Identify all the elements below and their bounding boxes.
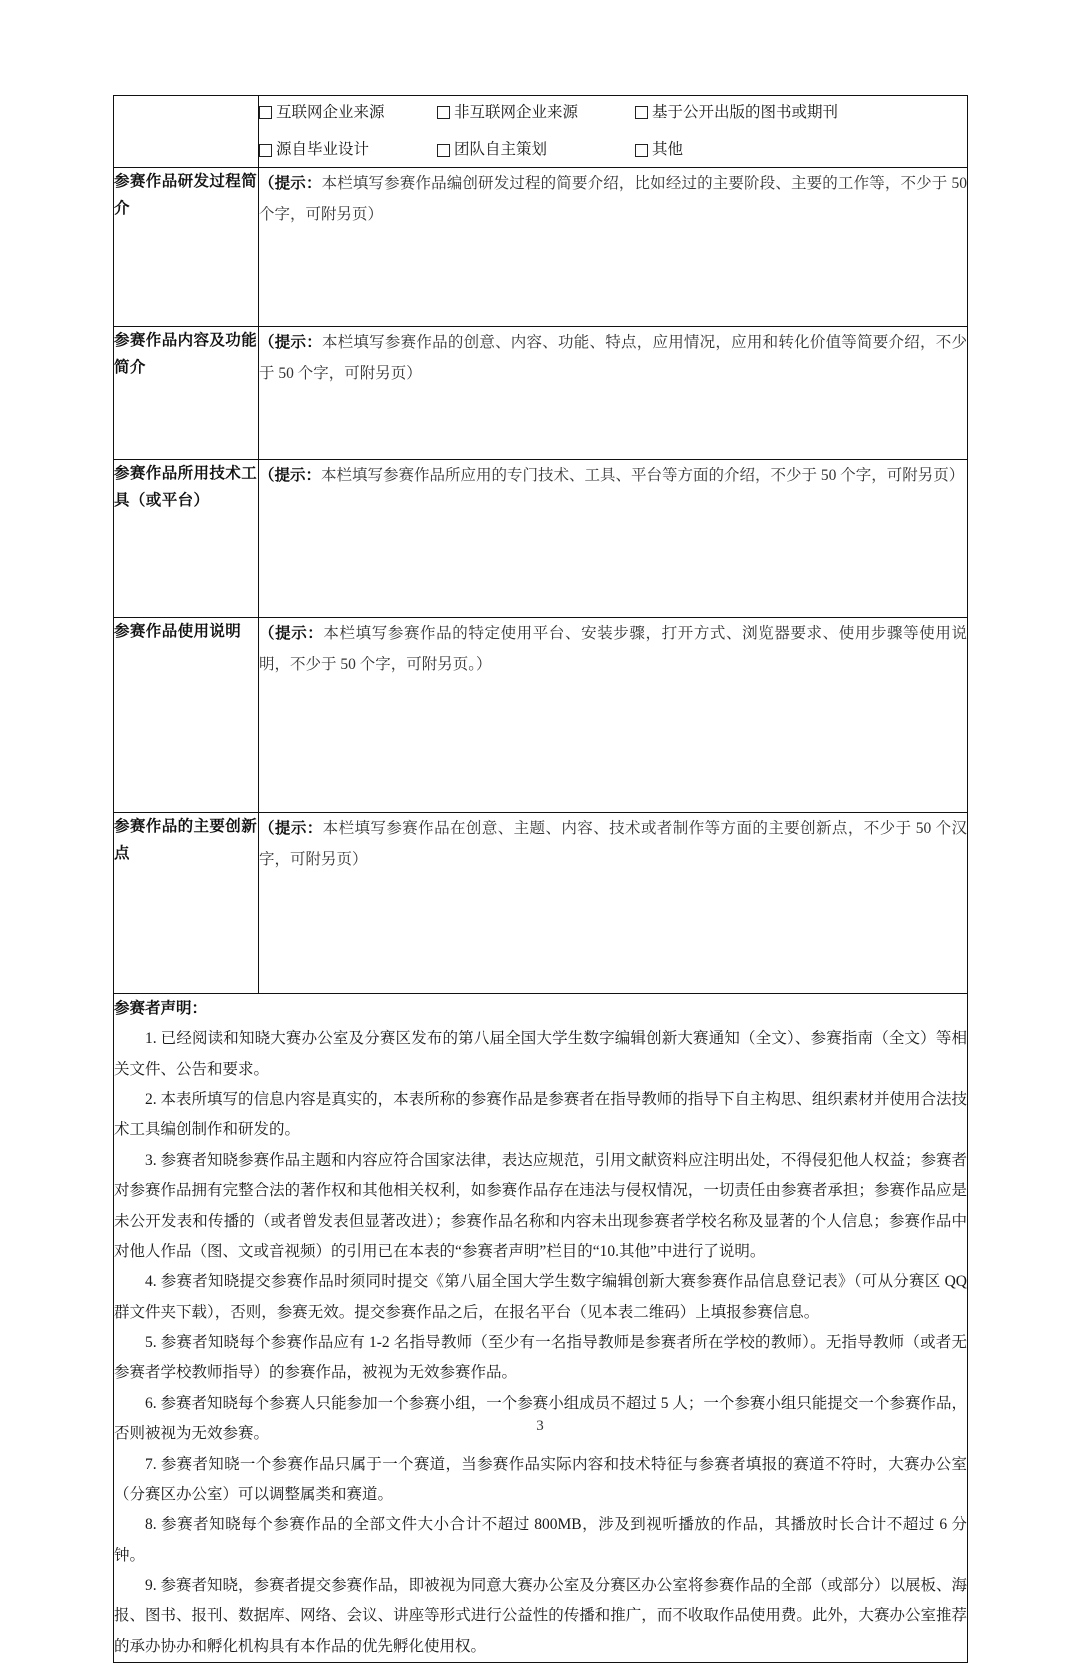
declaration-item: 7. 参赛者知晓一个参赛作品只属于一个赛道，当参赛作品实际内容和技术特征与参赛者填报的赛道不符时，大赛办公室（分赛区办公室）可以调整属类和赛道。 (114, 1455, 967, 1503)
hint-body: 本栏填写参赛作品的创意、内容、功能、特点，应用情况，应用和转化价值等简要介绍，不少于 50 个字，可附另页） (259, 333, 967, 382)
declaration-item: 6. 参赛者知晓每个参赛人只能参加一个参赛小组，一个参赛小组成员不超过 5 人；一个参赛小组只能提交一个参赛作品，否则被视为无效参赛。 (114, 1394, 967, 1443)
fill-area-technical-tools[interactable] (259, 491, 967, 617)
hint-body: 本栏填写参赛作品在创意、主题、内容、技术或者制作等方面的主要创新点，不少于 50 个汉字，可附另页） (259, 819, 967, 868)
declaration-cell (114, 993, 968, 1662)
checkbox-icon[interactable] (635, 144, 648, 157)
checkbox-label: 其他 (652, 141, 684, 159)
checkbox-label: 非互联网企业来源 (454, 104, 579, 121)
checkbox-icon[interactable] (635, 106, 648, 119)
label-cell-usage-instructions (114, 617, 259, 812)
hint-body: 本栏填写参赛作品编创研发过程的简要介绍，比如经过的主要阶段、主要的工作等，不少于 50 个字，可附另页） (259, 174, 967, 223)
label-cell-innovation-points (114, 812, 259, 993)
fill-area-content-function[interactable] (259, 389, 967, 459)
fill-area-development-process[interactable] (259, 230, 967, 326)
table-row-declaration (114, 993, 968, 1662)
content-cell-innovation-points[interactable] (259, 812, 968, 993)
table-row-content-function (114, 326, 968, 459)
label-cell-content-function (114, 326, 259, 459)
checkbox-label: 源自毕业设计 (276, 141, 370, 159)
checkbox-icon[interactable] (259, 144, 272, 157)
label-technical-tools: 参赛作品所用技术工具（或平台） (114, 463, 258, 509)
hint-prefix: （提示： (259, 818, 323, 837)
content-cell-usage-instructions[interactable] (259, 617, 968, 812)
label-development-process: 参赛作品研发过程简介 (114, 171, 258, 217)
checkbox-row-1 (259, 96, 967, 129)
hint-technical-tools (259, 460, 967, 491)
checkbox-option-team-planning[interactable] (437, 135, 635, 164)
hint-innovation-points (259, 813, 967, 875)
declaration-item: 2. 本表所填写的信息内容是真实的，本表所称的参赛作品是参赛者在指导教师的指导下自主构思、组织素材并使用合法技术工具编创制作和研发的。 (114, 1091, 967, 1139)
hint-prefix: （提示： (259, 173, 322, 192)
declaration-item: 4. 参赛者知晓提交参赛作品时须同时提交《第八届全国大学生数字编辑创新大赛参赛作品信息登记表》（可从分赛区 QQ 群文件夹下载），否则，参赛无效。提交参赛作品之后，在报名平台（见本表二维码）上填报参赛信息。 (114, 1273, 967, 1321)
checkbox-option-published-book[interactable] (635, 98, 838, 127)
checkbox-label: 互联网企业来源 (276, 104, 385, 121)
checkbox-option-graduation-design[interactable] (259, 135, 437, 164)
declaration-item: 8. 参赛者知晓每个参赛作品的全部文件大小合计不超过 800MB，涉及到视听播放的作品，其播放时长合计不超过 6 分钟。 (114, 1516, 967, 1564)
fill-area-usage-instructions[interactable] (259, 680, 967, 812)
content-cell-content-function[interactable] (259, 326, 968, 459)
checkbox-label: 基于公开出版的图书或期刊 (652, 104, 839, 121)
hint-prefix: （提示： (259, 332, 322, 351)
checkbox-label: 团队自主策划 (454, 141, 548, 159)
checkbox-option-other[interactable] (635, 135, 683, 164)
table-row-innovation-points (114, 812, 968, 993)
checkbox-option-non-internet[interactable] (437, 98, 635, 127)
table-row-source (114, 96, 968, 168)
hint-prefix: （提示： (259, 623, 324, 642)
label-usage-instructions: 参赛作品使用说明 (114, 621, 242, 640)
checkbox-icon[interactable] (259, 106, 272, 119)
label-innovation-points: 参赛作品的主要创新点 (114, 816, 258, 862)
hint-prefix: （提示： (259, 465, 322, 484)
content-cell-development-process[interactable] (259, 167, 968, 326)
label-cell-technical-tools (114, 459, 259, 617)
declaration-item: 9. 参赛者知晓，参赛者提交参赛作品，即被视为同意大赛办公室及分赛区办公室将参赛作品的全部（或部分）以展板、海报、图书、报刊、数据库、网络、会议、讲座等形式进行公益性的传播和推广，而不收取作品使用费。此外，大赛办公室推荐的承办协办和孵化机构具有本作品的优先孵化使用权。 (114, 1577, 967, 1655)
table-row-usage-instructions (114, 617, 968, 812)
label-content-function: 参赛作品内容及功能简介 (114, 330, 258, 376)
table-row-development-process (114, 167, 968, 326)
declaration-title: 参赛者声明： (114, 998, 208, 1017)
declaration-item: 5. 参赛者知晓每个参赛作品应有 1-2 名指导教师（至少有一名指导教师是参赛者所在学校的教师）。无指导教师（或者无参赛者学校教师指导）的参赛作品，被视为无效参赛作品。 (114, 1334, 967, 1382)
hint-development-process (259, 168, 967, 230)
declaration-item: 1. 已经阅读和知晓大赛办公室及分赛区发布的第八届全国大学生数字编辑创新大赛通知（全文）、参赛指南（全文）等相关文件、公告和要求。 (114, 1030, 967, 1078)
hint-content-function (259, 327, 967, 389)
hint-body: 本栏填写参赛作品的特定使用平台、安装步骤，打开方式、浏览器要求、使用步骤等使用说明，不少于 50 个字，可附另页。） (259, 624, 967, 673)
hint-body: 本栏填写参赛作品所应用的专门技术、工具、平台等方面的介绍，不少于 50 个字，可附另页） (321, 466, 965, 484)
content-cell-technical-tools[interactable] (259, 459, 968, 617)
checkbox-icon[interactable] (437, 106, 450, 119)
checkbox-icon[interactable] (437, 144, 450, 157)
label-cell-development-process (114, 167, 259, 326)
hint-usage-instructions (259, 618, 967, 680)
declaration-item: 3. 参赛者知晓参赛作品主题和内容应符合国家法律，表达应规范，引用文献资料应注明出处，不得侵犯他人权益；参赛者对参赛作品拥有完整合法的著作权和其他相关权利，如参赛作品存在违法与侵权情况，一切责任由参赛者承担；参赛作品应是未公开发表和传播的（或者曾发表但显著改进）；参赛作品名称和内容未出现参赛者学校名称及显著的个人信息；参赛作品中对他人作品（图、文或音视频）的引用已在本表的“参赛者声明”栏目的“10.其他”中进行了说明。 (114, 1151, 967, 1260)
checkbox-row-2 (259, 133, 967, 166)
fill-area-innovation-points[interactable] (259, 875, 967, 993)
content-cell-source (259, 96, 968, 168)
label-cell-source (114, 96, 259, 168)
checkbox-option-internet[interactable] (259, 98, 437, 127)
page-number: 3 (536, 1418, 544, 1434)
table-row-technical-tools (114, 459, 968, 617)
